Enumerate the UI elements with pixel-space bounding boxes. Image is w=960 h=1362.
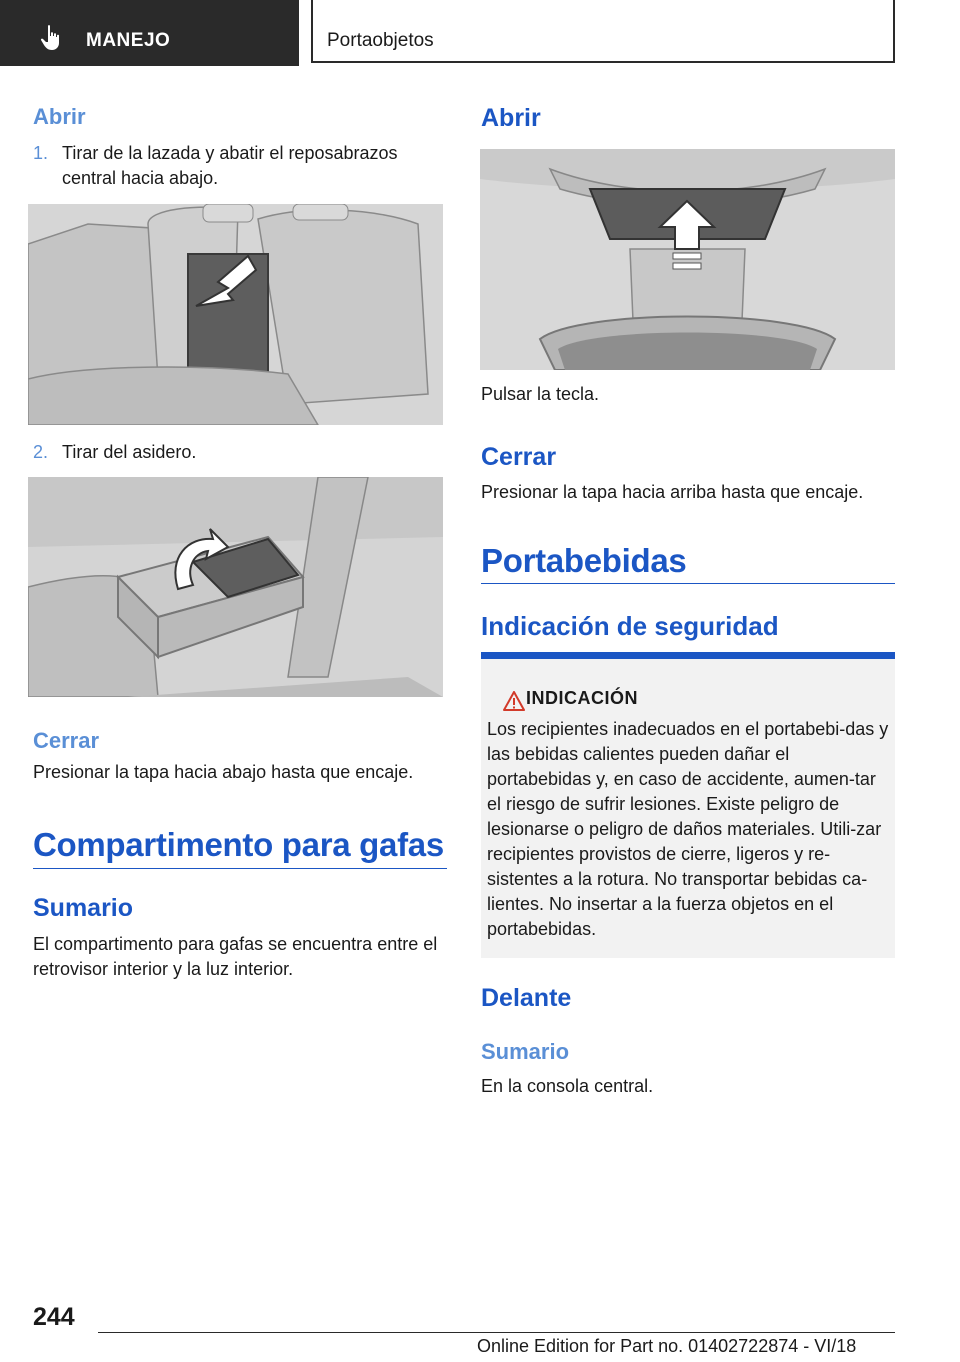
warning-triangle-icon (503, 691, 525, 711)
portabebidas-title: Portabebidas (481, 542, 687, 579)
page-header (0, 0, 960, 66)
glasses-compartment-figure (480, 149, 895, 370)
chapter-box (311, 0, 895, 63)
step-1 (33, 141, 447, 191)
glasses-compartment-illustration (480, 149, 895, 370)
cerrar-text-right: Presionar la tapa hacia arriba hasta que encaje. (481, 482, 864, 502)
abrir-heading-right: Abrir (481, 104, 541, 132)
armrest-handle-illustration (28, 477, 443, 697)
sumario-text: El compartimento para gafas se encuentra entre el retrovisor interior y la luz interior. (33, 934, 438, 979)
sumario-text-right: En la consola central. (481, 1076, 654, 1096)
warning-text: Los recipientes inadecuados en el portabebi-das y las bebidas calientes pueden dañar el portabebidas y, en caso de accidente, aumen-tar el riesgo de sufrir lesiones. Existe peligro de lesionarse o peligro de daños materiales. Utili-zar recipientes provistos de cierre, ligeros y re-sistentes a la rotura. No transportar bebidas ca-lientes. No insertar a la fuerza objetos en el portabebidas. (487, 719, 889, 939)
abrir-heading: Abrir (33, 104, 86, 129)
chapter-label: Portaobjetos (327, 30, 434, 51)
cerrar-heading: Cerrar (33, 728, 100, 753)
gafas-title: Compartimento para gafas (33, 826, 444, 863)
step-number: 2. (33, 442, 49, 462)
cerrar-heading-right: Cerrar (481, 443, 557, 471)
title-rule (481, 583, 895, 584)
rear-seat-illustration (28, 204, 443, 425)
step-text: Tirar del asidero. (62, 442, 197, 462)
hand-pointer-icon (40, 24, 64, 52)
warning-label: INDICACIÓN (526, 688, 638, 708)
step-text: Tirar de la lazada y abatir el reposabrazos central hacia abajo. (62, 143, 398, 188)
cerrar-text: Presionar la tapa hacia abajo hasta que encaje. (33, 762, 414, 782)
seguridad-heading: Indicación de seguridad (481, 611, 779, 641)
section-label: MANEJO (86, 30, 171, 51)
section-tab[interactable] (0, 0, 299, 66)
warning-box (481, 652, 895, 958)
title-rule (33, 868, 447, 869)
armrest-handle-figure (28, 477, 443, 697)
step-number: 1. (33, 143, 49, 163)
delante-heading: Delante (481, 984, 572, 1012)
sumario-heading: Sumario (33, 894, 134, 922)
sumario-heading-right: Sumario (481, 1039, 570, 1064)
footer-rule (98, 1332, 895, 1333)
edition-text: Online Edition for Part no. 01402722874 - VI/18 (477, 1336, 857, 1356)
page-number: 244 (33, 1303, 75, 1331)
step-2 (33, 440, 447, 465)
rear-seat-figure (28, 204, 443, 425)
abrir-text-right: Pulsar la tecla. (481, 384, 600, 404)
